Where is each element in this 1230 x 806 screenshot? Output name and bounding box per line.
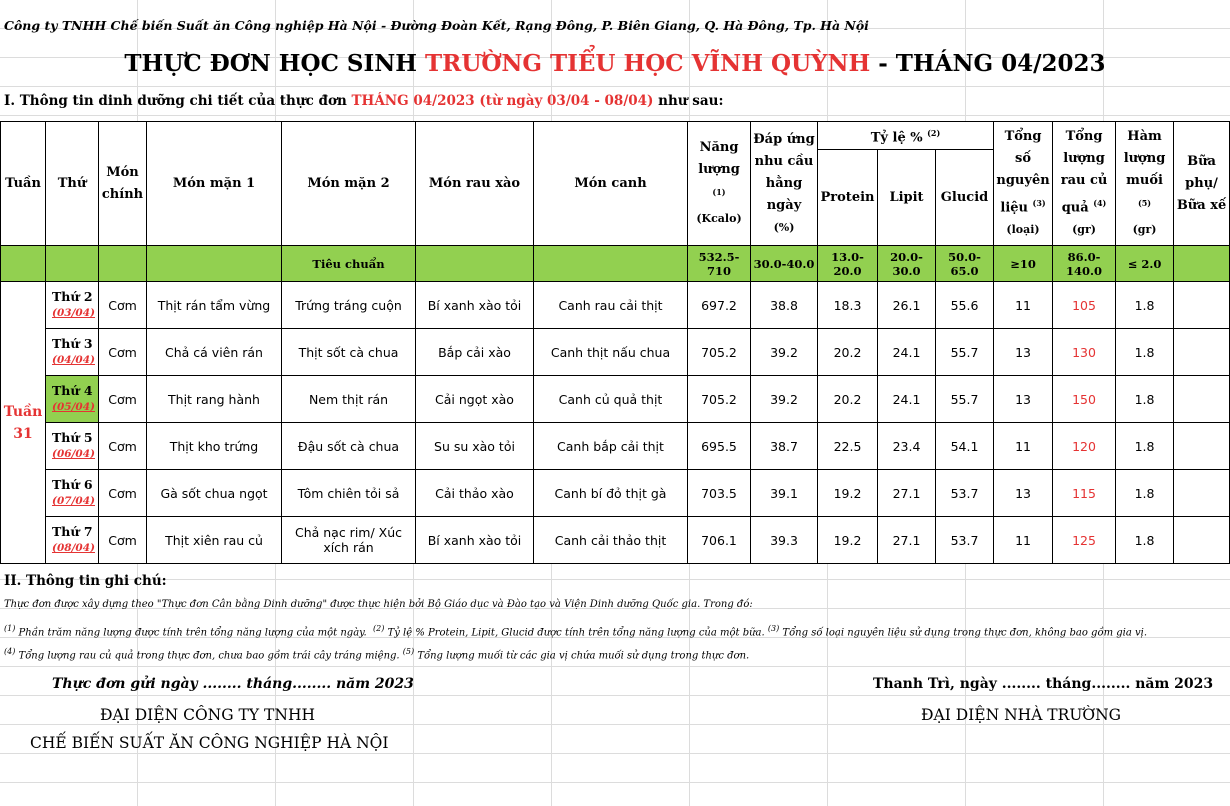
cell-soup-dish[interactable]: Canh cải thảo thịt (534, 517, 688, 564)
cell-lipit[interactable]: 26.1 (878, 282, 936, 329)
cell-salty-dish-2[interactable]: Tôm chiên tỏi sả (282, 470, 416, 517)
cell-glucid[interactable]: 53.7 (936, 470, 994, 517)
cell-energy[interactable]: 705.2 (688, 376, 751, 423)
cell-glucid[interactable]: 55.7 (936, 376, 994, 423)
cell-snack[interactable] (1174, 329, 1230, 376)
col-man1: Món mặn 1 (147, 122, 282, 246)
col-thu: Thứ (46, 122, 99, 246)
cell-daily-need[interactable]: 39.2 (751, 376, 818, 423)
cell-lipit[interactable]: 23.4 (878, 423, 936, 470)
cell-glucid[interactable]: 55.6 (936, 282, 994, 329)
cell-main-dish[interactable]: Cơm (99, 470, 147, 517)
cell-salty-dish-2[interactable]: Đậu sốt cà chua (282, 423, 416, 470)
cell-soup-dish[interactable]: Canh thịt nấu chua (534, 329, 688, 376)
cell-energy[interactable]: 703.5 (688, 470, 751, 517)
cell-salty-dish-1[interactable]: Chả cá viên rán (147, 329, 282, 376)
week-label: Tuần 31 (1, 282, 46, 564)
cell-energy[interactable]: 706.1 (688, 517, 751, 564)
cell-main-dish[interactable]: Cơm (99, 329, 147, 376)
col-tuan: Tuần (1, 122, 46, 246)
cell-snack[interactable] (1174, 282, 1230, 329)
cell-vegetable-total[interactable]: 115 (1053, 470, 1116, 517)
col-mon-chinh: Món chính (99, 122, 147, 246)
cell-ingredient-count[interactable]: 13 (994, 470, 1053, 517)
section2-heading: II. Thông tin ghi chú: (4, 573, 167, 589)
cell-salt[interactable]: 1.8 (1116, 470, 1174, 517)
right-representative: ĐẠI DIỆN NHÀ TRƯỜNG (921, 706, 1122, 724)
cell-daily-need[interactable]: 38.7 (751, 423, 818, 470)
cell-salty-dish-2[interactable]: Chả nạc rim/ Xúc xích rán (282, 517, 416, 564)
cell-lipit[interactable]: 27.1 (878, 517, 936, 564)
std-tong-so: ≥10 (994, 246, 1053, 282)
cell-vegetable-total[interactable]: 150 (1053, 376, 1116, 423)
cell-protein[interactable]: 20.2 (818, 376, 878, 423)
cell-vegetable-dish[interactable]: Bắp cải xào (416, 329, 534, 376)
std-nang-luong: 532.5-710 (688, 246, 751, 282)
cell-vegetable-dish[interactable]: Cải ngọt xào (416, 376, 534, 423)
cell-vegetable-total[interactable]: 105 (1053, 282, 1116, 329)
day-cell[interactable]: Thứ 6 (07/04) (46, 470, 99, 517)
col-man2: Món mặn 2 (282, 122, 416, 246)
standard-row (1, 246, 1230, 282)
note-line-2: $^{(4)}$ Tổng lượng rau củ quả trong thực đơn, chưa bao gồm trái cây tráng miệng. $^{(5)}$ Tổng lượng muối từ các gia vị chứa muối sử dụng trong thực đơn. (4, 647, 750, 662)
col-protein: Protein (818, 150, 878, 246)
title-prefix: THỰC ĐƠN HỌC SINH (124, 50, 426, 77)
cell-snack[interactable] (1174, 517, 1230, 564)
cell-soup-dish[interactable]: Canh củ quả thịt (534, 376, 688, 423)
cell-energy[interactable]: 697.2 (688, 282, 751, 329)
table-row (1, 517, 1230, 564)
day-cell[interactable]: Thứ 4 (05/04) (46, 376, 99, 423)
table-row (1, 282, 1230, 329)
cell-vegetable-dish[interactable]: Bí xanh xào tỏi (416, 282, 534, 329)
note-intro: Thực đơn được xây dựng theo "Thực đơn Cân bằng Dinh dưỡng" được thực hiện bởi Bộ Giáo dục và Đào tạo và Viện Dinh dưỡng Quốc gia. Trong đó: (4, 599, 753, 610)
section1-heading (4, 93, 1230, 109)
cell-daily-need[interactable]: 38.8 (751, 282, 818, 329)
day-cell[interactable]: Thứ 2 (03/04) (46, 282, 99, 329)
left-representative-1: ĐẠI DIỆN CÔNG TY TNHH (100, 706, 315, 724)
col-glucid: Glucid (936, 150, 994, 246)
table-row (1, 470, 1230, 517)
cell-lipit[interactable]: 24.1 (878, 376, 936, 423)
cell-salty-dish-1[interactable]: Gà sốt chua ngọt (147, 470, 282, 517)
col-tong-so: Tổng số nguyên liệu $^{(3)}$ (loại) (994, 122, 1053, 246)
cell-vegetable-total[interactable]: 120 (1053, 423, 1116, 470)
cell-salty-dish-1[interactable]: Thịt xiên rau củ (147, 517, 282, 564)
cell-salt[interactable]: 1.8 (1116, 423, 1174, 470)
cell-salty-dish-2[interactable]: Nem thịt rán (282, 376, 416, 423)
left-representative-2: CHẾ BIẾN SUẤT ĂN CÔNG NGHIỆP HÀ NỘI (30, 734, 389, 752)
cell-energy[interactable]: 695.5 (688, 423, 751, 470)
col-tong-rau: Tổng lượng rau củ quả $^{(4)}$ (gr) (1053, 122, 1116, 246)
col-dap-ung: Đáp ứng nhu cầu hằng ngày (%) (751, 122, 818, 246)
std-ham-muoi: ≤ 2.0 (1116, 246, 1174, 282)
note-line-1: $^{(1)}$ Phần trăm năng lượng được tính trên tổng năng lượng của một ngày. $^{(2)}$ Tỷ lệ % Protein, Lipit, Glucid được tính trên tổng năng lượng của một bữa. $^{(3)}$ Tổng số loại nguyên liệu sử dụng trong thực đơn, không bao gồm gia vị. (4, 624, 1147, 639)
left-date-line: Thực đơn gửi ngày ........ tháng........ năm 2023 (52, 676, 414, 692)
section1-suffix: như sau: (653, 93, 724, 109)
section1-prefix: I. Thông tin dinh dưỡng chi tiết của thực đơn (4, 93, 352, 109)
cell-ingredient-count[interactable]: 11 (994, 423, 1053, 470)
day-cell[interactable]: Thứ 3 (04/04) (46, 329, 99, 376)
cell-vegetable-total[interactable]: 125 (1053, 517, 1116, 564)
cell-glucid[interactable]: 54.1 (936, 423, 994, 470)
cell-vegetable-total[interactable]: 130 (1053, 329, 1116, 376)
cell-main-dish[interactable]: Cơm (99, 517, 147, 564)
cell-energy[interactable]: 705.2 (688, 329, 751, 376)
cell-salty-dish-1[interactable]: Thịt kho trứng (147, 423, 282, 470)
col-rau: Món rau xào (416, 122, 534, 246)
cell-daily-need[interactable]: 39.3 (751, 517, 818, 564)
cell-salt[interactable]: 1.8 (1116, 329, 1174, 376)
page-title (0, 50, 1230, 77)
cell-salt[interactable]: 1.8 (1116, 517, 1174, 564)
standard-label: Tiêu chuẩn (282, 246, 416, 282)
cell-ingredient-count[interactable]: 13 (994, 376, 1053, 423)
cell-protein[interactable]: 22.5 (818, 423, 878, 470)
cell-salty-dish-1[interactable]: Thịt rán tẩm vừng (147, 282, 282, 329)
section1-highlight: THÁNG 04/2023 (từ ngày 03/04 - 08/04) (351, 93, 654, 109)
col-nang-luong: Năng lượng $^{(1)}$ (Kcalo) (688, 122, 751, 246)
cell-ingredient-count[interactable]: 13 (994, 329, 1053, 376)
std-lipit: 20.0-30.0 (878, 246, 936, 282)
std-tong-rau: 86.0-140.0 (1053, 246, 1116, 282)
col-lipit: Lipit (878, 150, 936, 246)
right-date-line: Thanh Trì, ngày ........ tháng........ năm 2023 (873, 676, 1214, 692)
cell-ingredient-count[interactable]: 11 (994, 517, 1053, 564)
cell-lipit[interactable]: 24.1 (878, 329, 936, 376)
cell-salty-dish-2[interactable]: Thịt sốt cà chua (282, 329, 416, 376)
cell-salt[interactable]: 1.8 (1116, 282, 1174, 329)
cell-protein[interactable]: 19.2 (818, 517, 878, 564)
title-suffix: - THÁNG 04/2023 (870, 50, 1106, 77)
cell-vegetable-dish[interactable]: Bí xanh xào tỏi (416, 517, 534, 564)
day-cell[interactable]: Thứ 7 (08/04) (46, 517, 99, 564)
cell-glucid[interactable]: 55.7 (936, 329, 994, 376)
cell-main-dish[interactable]: Cơm (99, 282, 147, 329)
cell-salty-dish-2[interactable]: Trứng tráng cuộn (282, 282, 416, 329)
cell-protein[interactable]: 19.2 (818, 470, 878, 517)
cell-protein[interactable]: 20.2 (818, 329, 878, 376)
day-cell[interactable]: Thứ 5 (06/04) (46, 423, 99, 470)
table-row (1, 423, 1230, 470)
cell-snack[interactable] (1174, 376, 1230, 423)
cell-snack[interactable] (1174, 423, 1230, 470)
col-bua-phu: Bữa phụ/ Bữa xế (1174, 122, 1230, 246)
col-ty-le: Tỷ lệ % $^{(2)}$ (818, 122, 994, 150)
cell-main-dish[interactable]: Cơm (99, 376, 147, 423)
cell-salt[interactable]: 1.8 (1116, 376, 1174, 423)
menu-table (0, 121, 1230, 564)
cell-soup-dish[interactable]: Canh bí đỏ thịt gà (534, 470, 688, 517)
company-line: Công ty TNHH Chế biến Suất ăn Công nghiệp Hà Nội - Đường Đoàn Kết, Rạng Đông, P. Biên Giang, Q. Hà Đông, Tp. Hà Nội (4, 18, 869, 33)
col-ham-muoi: Hàm lượng muối $^{(5)}$ (gr) (1116, 122, 1174, 246)
cell-lipit[interactable]: 27.1 (878, 470, 936, 517)
cell-ingredient-count[interactable]: 11 (994, 282, 1053, 329)
table-row (1, 376, 1230, 423)
cell-daily-need[interactable]: 39.2 (751, 329, 818, 376)
cell-salty-dish-1[interactable]: Thịt rang hành (147, 376, 282, 423)
cell-protein[interactable]: 18.3 (818, 282, 878, 329)
cell-daily-need[interactable]: 39.1 (751, 470, 818, 517)
std-glucid: 50.0-65.0 (936, 246, 994, 282)
std-protein: 13.0-20.0 (818, 246, 878, 282)
col-canh: Món canh (534, 122, 688, 246)
std-dap-ung: 30.0-40.0 (751, 246, 818, 282)
cell-main-dish[interactable]: Cơm (99, 423, 147, 470)
cell-vegetable-dish[interactable]: Cải thảo xào (416, 470, 534, 517)
cell-vegetable-dish[interactable]: Su su xào tỏi (416, 423, 534, 470)
title-school: TRƯỜNG TIỂU HỌC VĨNH QUỲNH (425, 50, 871, 77)
cell-glucid[interactable]: 53.7 (936, 517, 994, 564)
cell-soup-dish[interactable]: Canh bắp cải thịt (534, 423, 688, 470)
table-row (1, 329, 1230, 376)
cell-soup-dish[interactable]: Canh rau cải thịt (534, 282, 688, 329)
cell-snack[interactable] (1174, 470, 1230, 517)
